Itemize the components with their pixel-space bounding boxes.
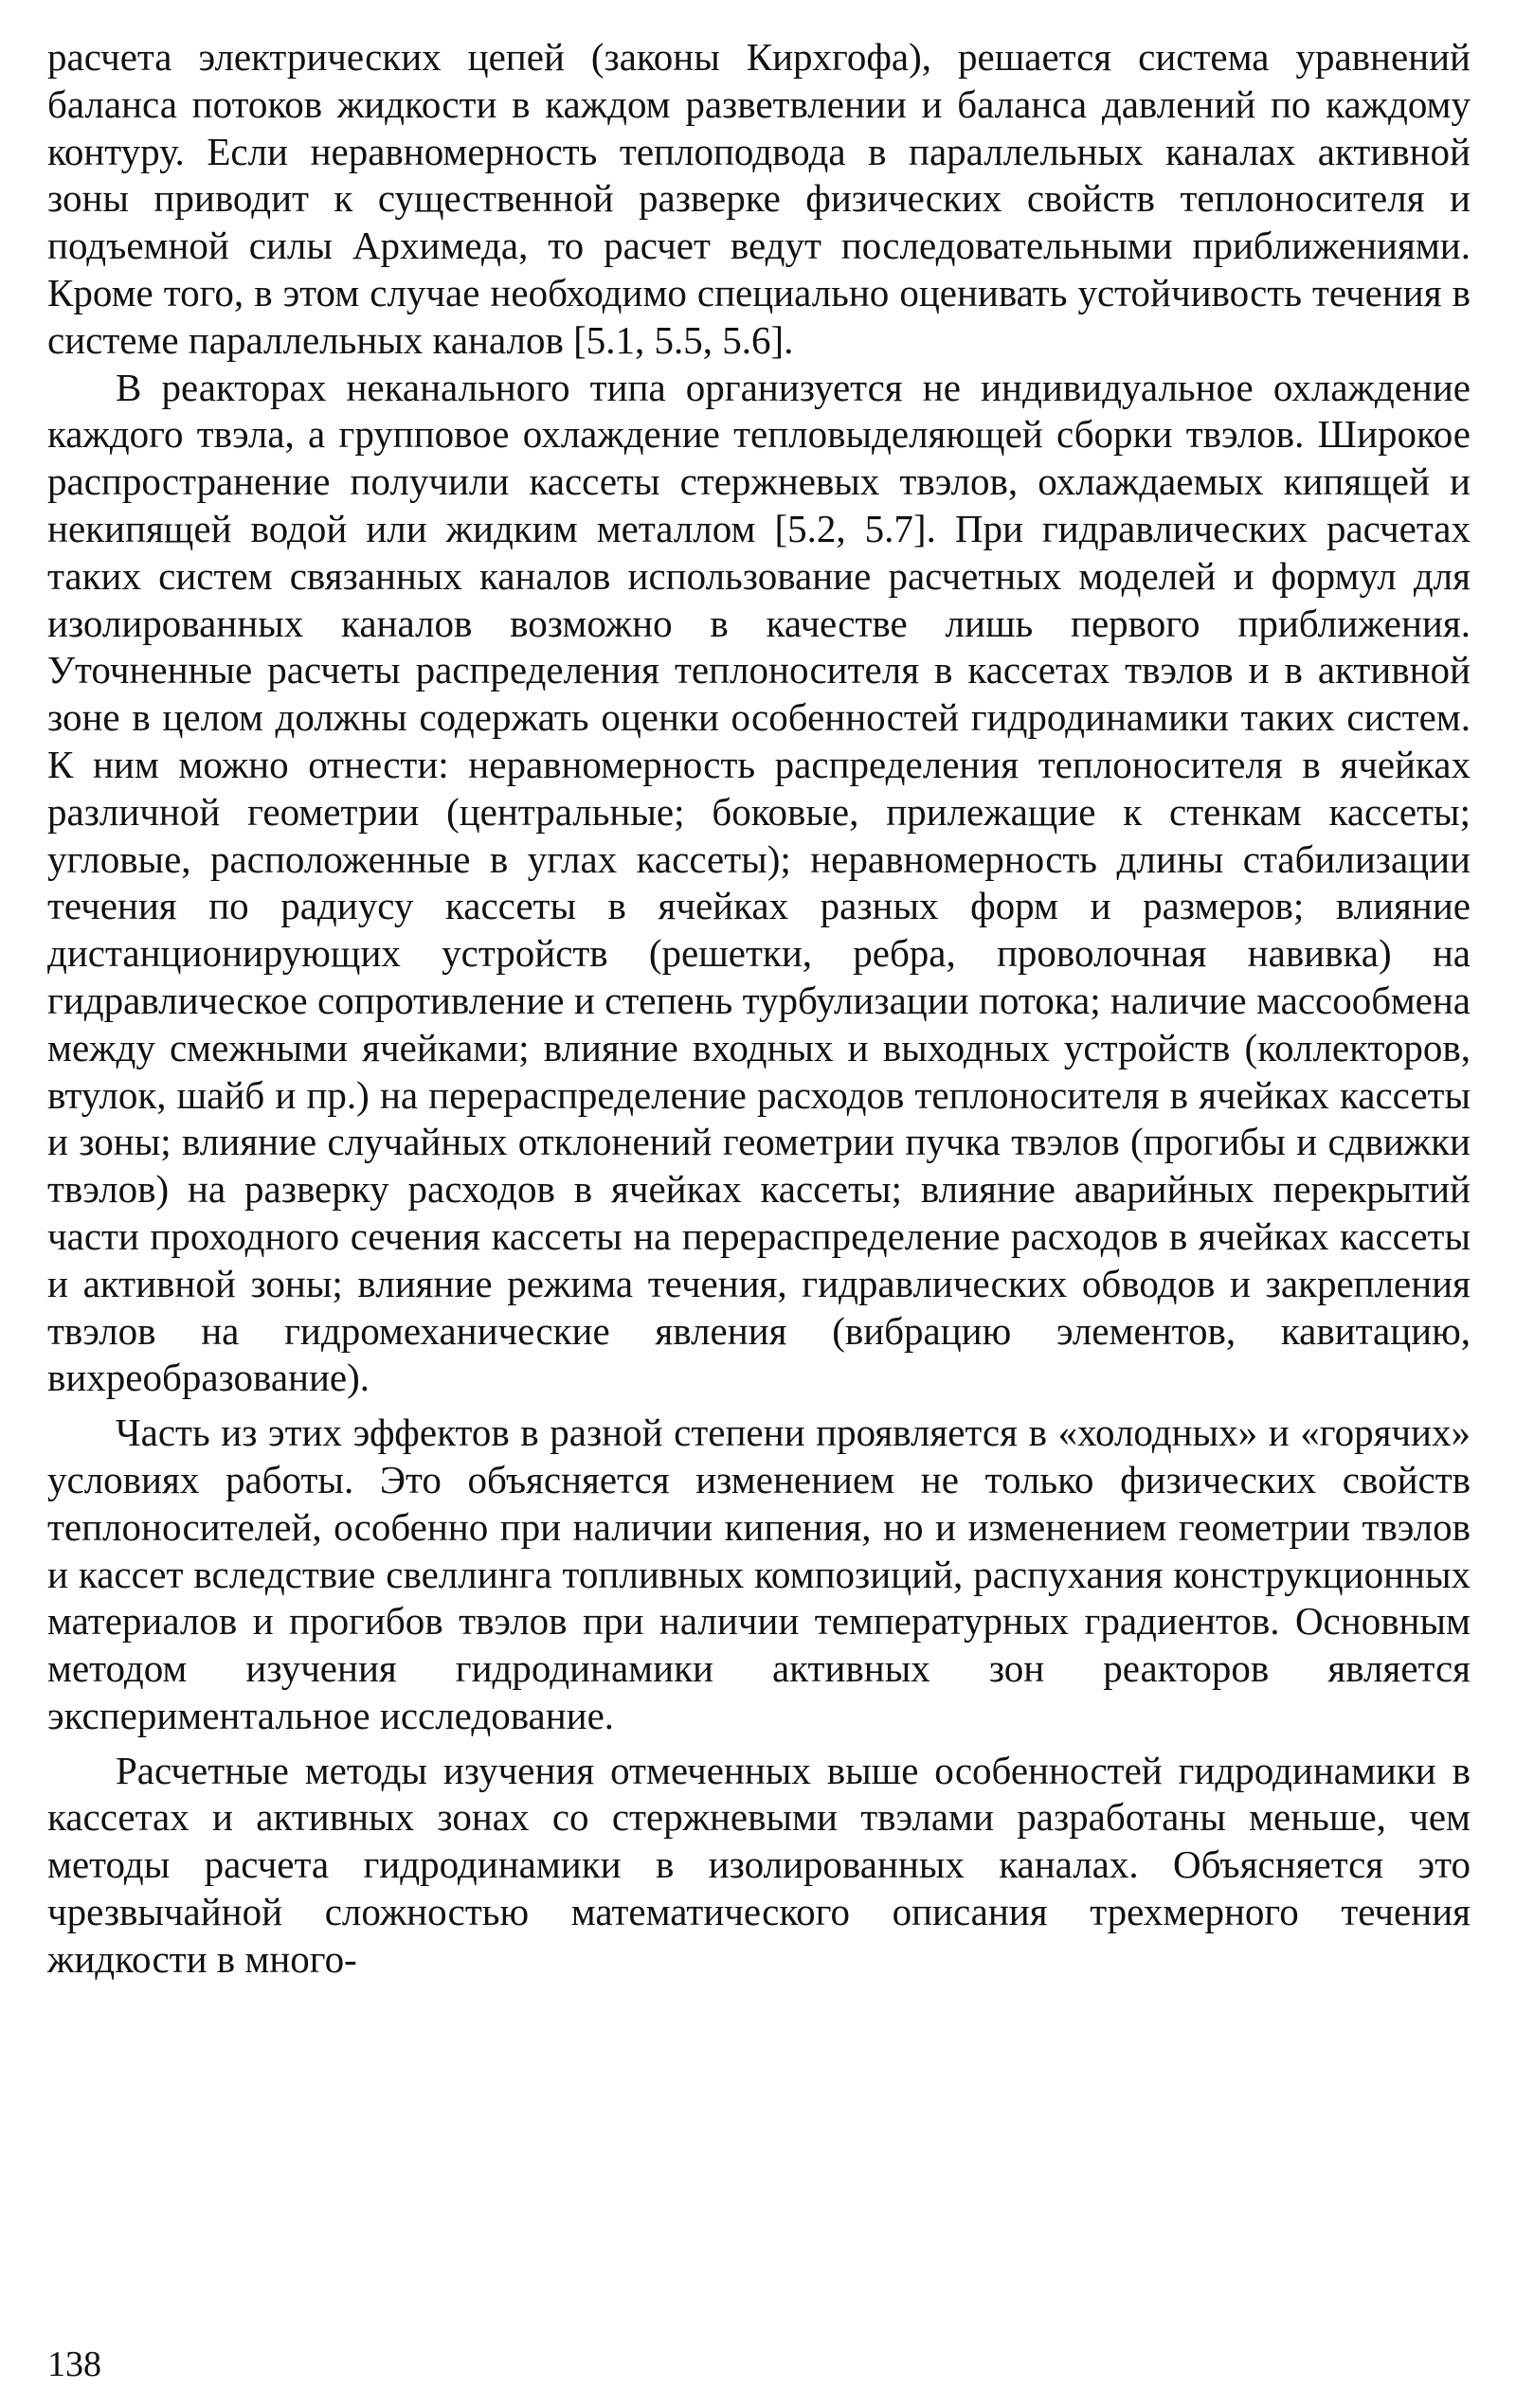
paragraph-calculation-methods: Расчетные методы изучения отмеченных выше особенностей гидродинамики в кассетах и активных зонах со стержневыми твэлами разработаны меньше, чем методы расчета гидродинамики в изолированных каналах. Объясняется это чрезвычайной сложностью математического описания трехмерного течения жидкости в много- [47,1748,1471,1981]
page-body [47,34,1471,1984]
page-number: 138 [47,2345,101,2384]
paragraph-continuation: расчета электрических цепей (законы Кирхгофа), решается система уравнений баланса потоков жидкости в каждом разветвлении и баланса давлений по каждому контуру. Если неравномерность теплоподвода в параллельных каналах активной зоны приводит к существенной разверке физических свойств теплоносителя и подъемной силы Архимеда, то расчет ведут последовательными приближениями. Кроме того, в этом случае необходимо специально оценивать устойчивость течения в системе параллельных каналов [5.1, 5.5, 5.6]. [47,35,1471,362]
paragraph-noncanal-reactors: В реакторах неканального типа организуется не индивидуальное охлаждение каждого твэла, а групповое охлаждение тепловыделяющей сборки твэлов. Широкое распространение получили кассеты стержневых твэлов, охлаждаемых кипящей и некипящей водой или жидким металлом [5.2, 5.7]. При гидравлических расчетах таких систем связанных каналов использование расчетных моделей и формул для изолированных каналов возможно в качестве лишь первого приближения. Уточненные расчеты распределения теплоносителя в кассетах твэлов и в активной зоне в целом должны содержать оценки особенностей гидродинамики таких систем. К ним можно отнести: неравномерность распределения теплоносителя в ячейках различной геометрии (центральные; боковые, прилежащие к стенкам кассеты; угловые, расположенные в углах кассеты); неравномерность длины стабилизации течения по радиусу кассеты в ячейках разных форм и размеров; влияние дистанционирующих устройств (решетки, ребра, проволочная навивка) на гидравлическое сопротивление и степень турбулизации потока; наличие массообмена между смежными ячейками; влияние входных и выходных устройств (коллекторов, втулок, шайб и пр.) на перераспределение расходов теплоносителя в ячейках кассеты и зоны; влияние случайных отклонений геометрии пучка твэлов (прогибы и сдвижки твэлов) на разверку расходов в ячейках кассеты; влияние аварийных перекрытий части проходного сечения кассеты на перераспределение расходов в ячейках кассеты и активной зоны; влияние режима течения, гидравлических обводов и закрепления твэлов на гидромеханические явления (вибрацию элементов, кавитацию, вихреобразование). [47,365,1471,1400]
paragraph-cold-hot-conditions: Часть из этих эффектов в разной степени проявляется в «холодных» и «горячих» условиях работы. Это объясняется изменением не только физических свойств теплоносителей, особенно при наличии кипения, но и изменением геометрии твэлов и кассет вследствие свеллинга топливных композиций, распухания конструкционных материалов и прогибов твэлов при наличии температурных градиентов. Основным методом изучения гидродинамики активных зон реакторов является экспериментальное исследование. [47,1411,1471,1737]
